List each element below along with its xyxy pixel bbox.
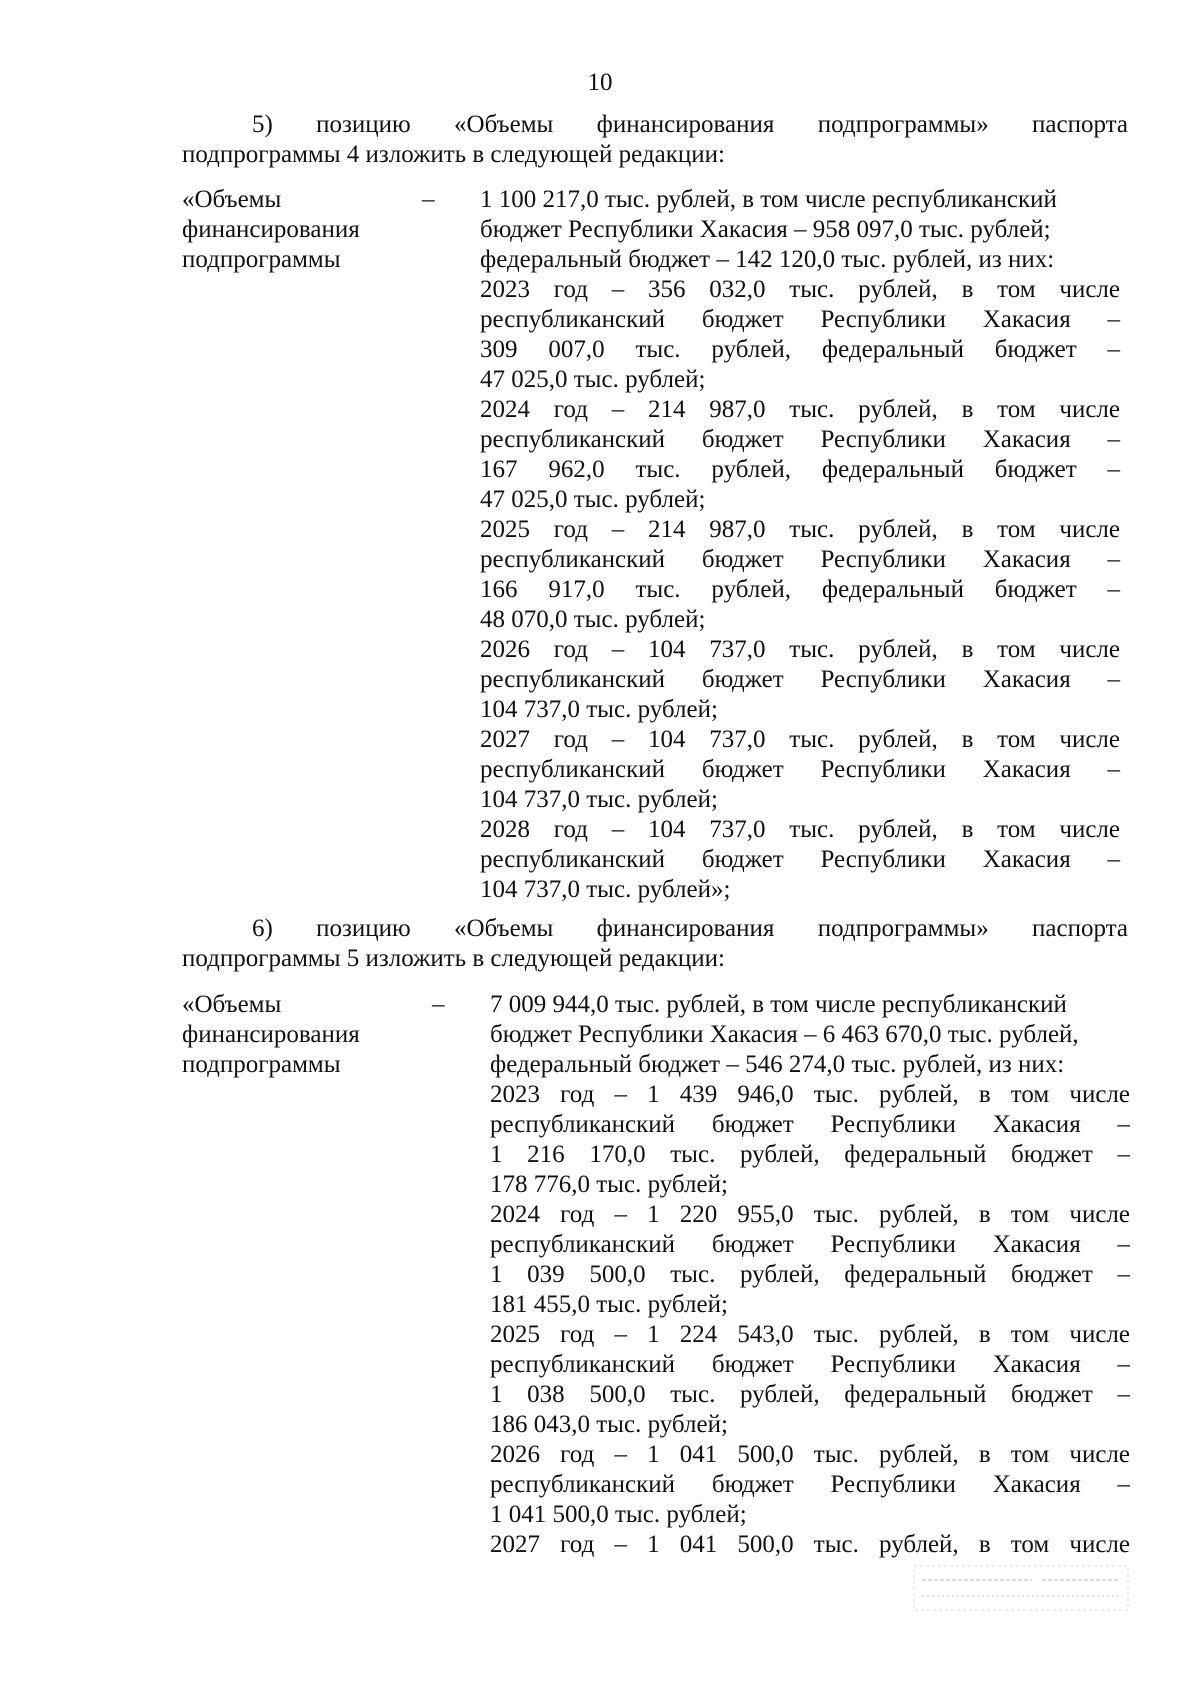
financing-line: 1 100 217,0 тыс. рублей, в том числе республиканский (480, 186, 1057, 213)
section6-intro-line2: подпрограммы 5 изложить в следующей редакции: (182, 945, 725, 972)
financing-line: 104 737,0 тыс. рублей»; (480, 876, 731, 903)
financing-line: бюджет Республики Хакасия – 958 097,0 тыс. рублей; (480, 216, 1051, 243)
financing-line: 2024 год – 1 220 955,0 тыс. рублей, в том числе (490, 1201, 1130, 1228)
label-line: «Объемы (182, 186, 282, 213)
financing-label (182, 990, 402, 1080)
intro-word: позицию (316, 111, 411, 138)
financing-line: 2023 год – 1 439 946,0 тыс. рублей, в том числе (490, 1081, 1130, 1108)
intro-word: позицию (316, 915, 411, 942)
financing-line: 48 070,0 тыс. рублей; (480, 606, 706, 633)
financing-line: 1 041 500,0 тыс. рублей; (490, 1501, 747, 1528)
financing-line: 2027 год – 1 041 500,0 тыс. рублей, в том числе (490, 1531, 1130, 1558)
intro-word: финансирования (596, 111, 775, 138)
section5-intro (182, 110, 1128, 170)
financing-line: республиканский бюджет Республики Хакасия – (490, 1351, 1130, 1378)
financing-line: 309 007,0 тыс. рублей, федеральный бюджет – (480, 336, 1120, 363)
financing-line: 2025 год – 1 224 543,0 тыс. рублей, в том числе (490, 1321, 1130, 1348)
intro-word: 6) (252, 915, 273, 942)
section6-intro-line1 (182, 914, 1128, 944)
intro-word: подпрограммы» (817, 111, 989, 138)
label-line: «Объемы (182, 991, 282, 1018)
financing-line: 166 917,0 тыс. рублей, федеральный бюджет – (480, 576, 1120, 603)
financing-line: 1 216 170,0 тыс. рублей, федеральный бюджет – (490, 1141, 1130, 1168)
label-line: финансирования (182, 216, 360, 243)
stamp-graphic (912, 1562, 1132, 1614)
financing-line: бюджет Республики Хакасия – 6 463 670,0 тыс. рублей, (490, 1021, 1079, 1048)
label-dash: – (432, 991, 445, 1018)
intro-word: «Объемы (454, 111, 554, 138)
financing-content (480, 185, 1120, 905)
intro-word: подпрограммы» (817, 915, 989, 942)
financing-line: республиканский бюджет Республики Хакасия – (480, 306, 1120, 333)
section6-intro (182, 914, 1128, 974)
section5-intro-line1 (182, 110, 1128, 140)
financing-line: 2025 год – 214 987,0 тыс. рублей, в том числе (480, 516, 1120, 543)
financing-line: 186 043,0 тыс. рублей; (490, 1411, 728, 1438)
financing-line: 181 455,0 тыс. рублей; (490, 1291, 728, 1318)
financing-line: 2027 год – 104 737,0 тыс. рублей, в том числе (480, 726, 1120, 753)
section5-intro-line2: подпрограммы 4 изложить в следующей редакции: (182, 141, 725, 168)
financing-line: республиканский бюджет Республики Хакасия – (480, 846, 1120, 873)
financing-line: 167 962,0 тыс. рублей, федеральный бюджет – (480, 456, 1120, 483)
financing-line: республиканский бюджет Республики Хакасия – (490, 1111, 1130, 1138)
financing-line: федеральный бюджет – 546 274,0 тыс. рублей, из них: (490, 1051, 1065, 1078)
page-number: 10 (587, 69, 613, 96)
label-line: подпрограммы (182, 246, 341, 273)
stamp-mark (912, 1562, 1132, 1614)
intro-word: «Объемы (454, 915, 554, 942)
financing-line: 2024 год – 214 987,0 тыс. рублей, в том числе (480, 396, 1120, 423)
financing-line: республиканский бюджет Республики Хакасия – (480, 666, 1120, 693)
financing-line: республиканский бюджет Республики Хакасия – (480, 426, 1120, 453)
financing-line: 2028 год – 104 737,0 тыс. рублей, в том числе (480, 816, 1120, 843)
intro-word: финансирования (596, 915, 775, 942)
financing-line: 178 776,0 тыс. рублей; (490, 1171, 728, 1198)
financing-content (490, 990, 1130, 1560)
financing-line: 104 737,0 тыс. рублей; (480, 786, 718, 813)
financing-line: 7 009 944,0 тыс. рублей, в том числе республиканский (490, 991, 1067, 1018)
financing-line: 1 038 500,0 тыс. рублей, федеральный бюджет – (490, 1381, 1130, 1408)
financing-line: 2026 год – 104 737,0 тыс. рублей, в том числе (480, 636, 1120, 663)
label-line: подпрограммы (182, 1051, 341, 1078)
label-dash: – (422, 186, 435, 213)
intro-word: паспорта (1032, 915, 1128, 942)
financing-line: республиканский бюджет Республики Хакасия – (480, 546, 1120, 573)
financing-line: 1 039 500,0 тыс. рублей, федеральный бюджет – (490, 1261, 1130, 1288)
financing-line: 2026 год – 1 041 500,0 тыс. рублей, в том числе (490, 1441, 1130, 1468)
financing-line: республиканский бюджет Республики Хакасия – (490, 1471, 1130, 1498)
financing-line: 47 025,0 тыс. рублей; (480, 366, 706, 393)
financing-line: федеральный бюджет – 142 120,0 тыс. рублей, из них: (480, 246, 1055, 273)
financing-line: 2023 год – 356 032,0 тыс. рублей, в том числе (480, 276, 1120, 303)
financing-line: 47 025,0 тыс. рублей; (480, 486, 706, 513)
financing-label (182, 185, 402, 275)
intro-word: 5) (252, 111, 273, 138)
financing-line: республиканский бюджет Республики Хакасия – (490, 1231, 1130, 1258)
financing-line: республиканский бюджет Республики Хакасия – (480, 756, 1120, 783)
label-line: финансирования (182, 1021, 360, 1048)
intro-word: паспорта (1032, 111, 1128, 138)
financing-line: 104 737,0 тыс. рублей; (480, 696, 718, 723)
